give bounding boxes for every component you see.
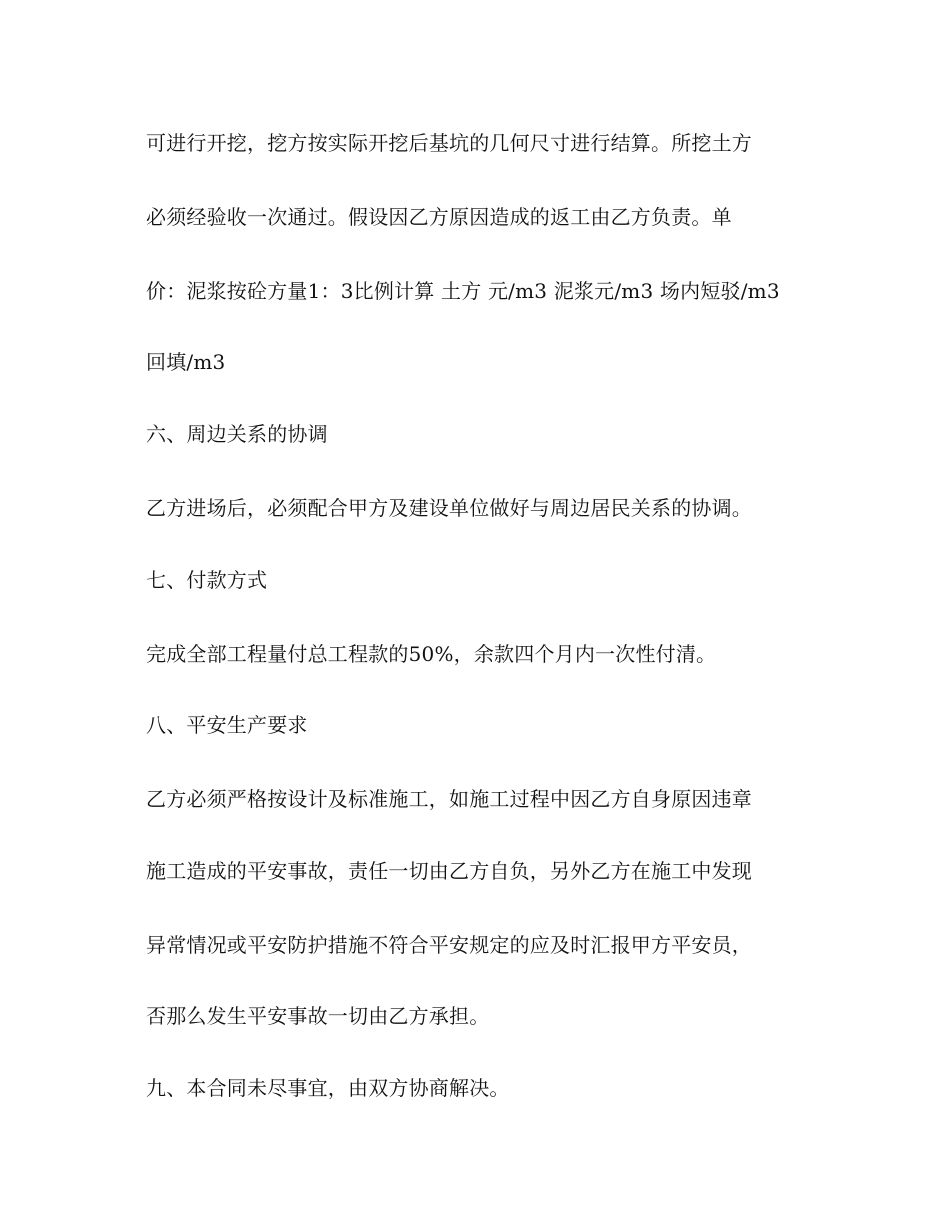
text-line-2: 必须经验收一次通过。假设因乙方原因造成的返工由乙方负责。单 (146, 205, 732, 229)
section-heading-7: 七、付款方式 (146, 568, 268, 592)
section-heading-9: 九、本合同未尽事宜，由双方协商解决。 (146, 1076, 510, 1100)
text-line-6: 乙方进场后，必须配合甲方及建设单位做好与周边居民关系的协调。 (146, 496, 752, 520)
text-line-11: 施工造成的平安事故，责任一切由乙方自负，另外乙方在施工中发现 (146, 859, 752, 883)
text-line-4: 回填/m3 (146, 350, 226, 374)
text-line-13: 否那么发生平安事故一切由乙方承担。 (146, 1004, 490, 1028)
text-line-3: 价：泥浆按砼方量1：3比例计算 土方 元/m3 泥浆元/m3 场内短驳/m3 (146, 279, 780, 303)
text-line-8: 完成全部工程量付总工程款的50%，余款四个月内一次性付清。 (146, 642, 717, 666)
section-heading-6: 六、周边关系的协调 (146, 422, 328, 446)
text-line-1: 可进行开挖，挖方按实际开挖后基坑的几何尺寸进行结算。所挖土方 (146, 131, 752, 155)
text-line-10: 乙方必须严格按设计及标准施工，如施工过程中因乙方自身原因违章 (146, 787, 752, 811)
section-heading-8: 八、平安生产要求 (146, 713, 308, 737)
text-line-12: 异常情况或平安防护措施不符合平安规定的应及时汇报甲方平安员， (146, 933, 752, 957)
